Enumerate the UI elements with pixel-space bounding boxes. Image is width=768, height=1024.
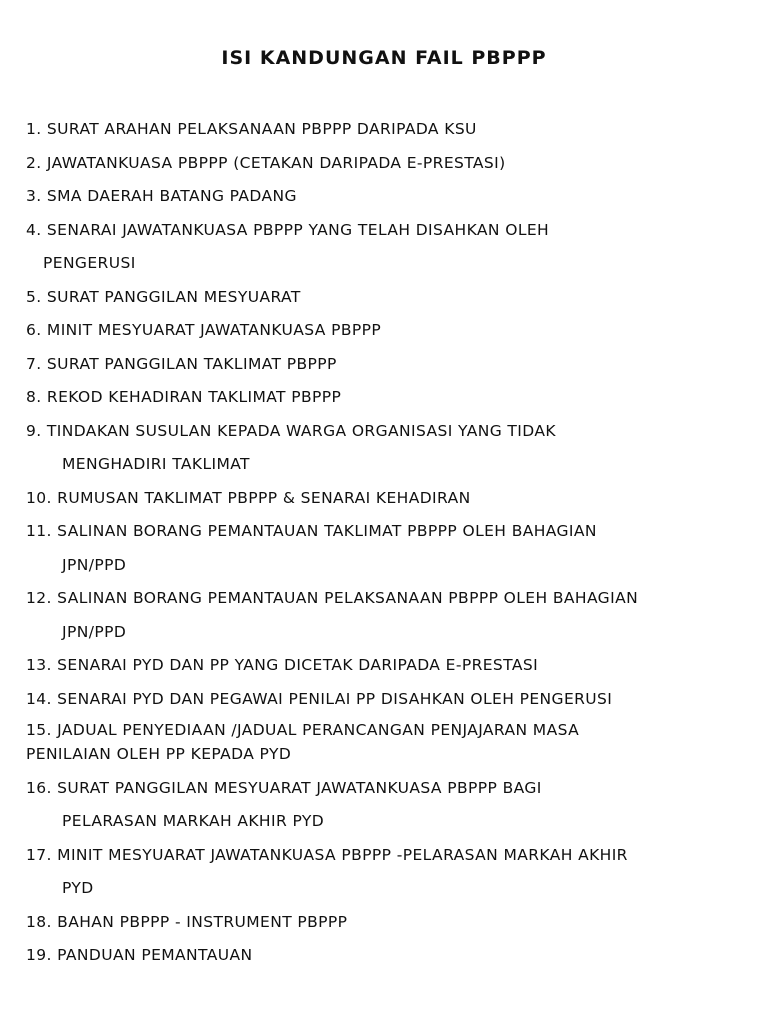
- contents-list: [26, 116, 756, 976]
- list-item-6: 6. MINIT MESYUARAT JAWATANKUASA PBPPP: [26, 321, 382, 339]
- list-item-12-continued: JPN/PPD: [62, 622, 127, 641]
- list-item-8: 8. REKOD KEHADIRAN TAKLIMAT PBPPP: [26, 388, 342, 406]
- list-item-2: 2. JAWATANKUASA PBPPP (CETAKAN DARIPADA E-PRESTASI): [26, 153, 506, 172]
- list-item-17-continued: PYD: [62, 879, 94, 897]
- list-item-13: 13. SENARAI PYD DAN PP YANG DICETAK DARIPADA E-PRESTASI: [26, 656, 539, 674]
- list-item-4-continued: PENGERUSI: [43, 254, 136, 272]
- list-item-9: 9. TINDAKAN SUSULAN KEPADA WARGA ORGANISASI YANG TIDAK: [26, 421, 556, 440]
- document-title: ISI KANDUNGAN FAIL PBPPP: [221, 47, 547, 69]
- list-item-15: 15. JADUAL PENYEDIAAN /JADUAL PERANCANGAN PENJAJARAN MASA: [26, 721, 580, 739]
- list-item-1: 1. SURAT ARAHAN PELAKSANAAN PBPPP DARIPADA KSU: [26, 120, 477, 138]
- list-item-14: 14. SENARAI PYD DAN PEGAWAI PENILAI PP DISAHKAN OLEH PENGERUSI: [26, 689, 613, 708]
- list-item-18: 18. BAHAN PBPPP - INSTRUMENT PBPPP: [26, 912, 348, 931]
- list-item-9-continued: MENGHADIRI TAKLIMAT: [62, 455, 250, 473]
- list-item-4: 4. SENARAI JAWATANKUASA PBPPP YANG TELAH DISAHKAN OLEH: [26, 220, 550, 239]
- list-item-11-continued: JPN/PPD: [62, 555, 127, 574]
- list-item-11: 11. SALINAN BORANG PEMANTAUAN TAKLIMAT PBPPP OLEH BAHAGIAN: [26, 522, 597, 540]
- list-item-7: 7. SURAT PANGGILAN TAKLIMAT PBPPP: [26, 354, 337, 373]
- list-item-17: 17. MINIT MESYUARAT JAWATANKUASA PBPPP -PELARASAN MARKAH AKHIR: [26, 845, 628, 864]
- list-item-3: 3. SMA DAERAH BATANG PADANG: [26, 187, 297, 205]
- list-item-15-continued: PENILAIAN OLEH PP KEPADA PYD: [26, 745, 292, 763]
- list-item-19: 19. PANDUAN PEMANTAUAN: [26, 946, 253, 964]
- list-item-16: 16. SURAT PANGGILAN MESYUARAT JAWATANKUASA PBPPP BAGI: [26, 778, 542, 797]
- list-item-16-continued: PELARASAN MARKAH AKHIR PYD: [62, 812, 325, 830]
- list-item-12: 12. SALINAN BORANG PEMANTAUAN PELAKSANAAN PBPPP OLEH BAHAGIAN: [26, 589, 639, 607]
- list-item-10: 10. RUMUSAN TAKLIMAT PBPPP & SENARAI KEHADIRAN: [26, 488, 471, 507]
- list-item-5: 5. SURAT PANGGILAN MESYUARAT: [26, 287, 301, 306]
